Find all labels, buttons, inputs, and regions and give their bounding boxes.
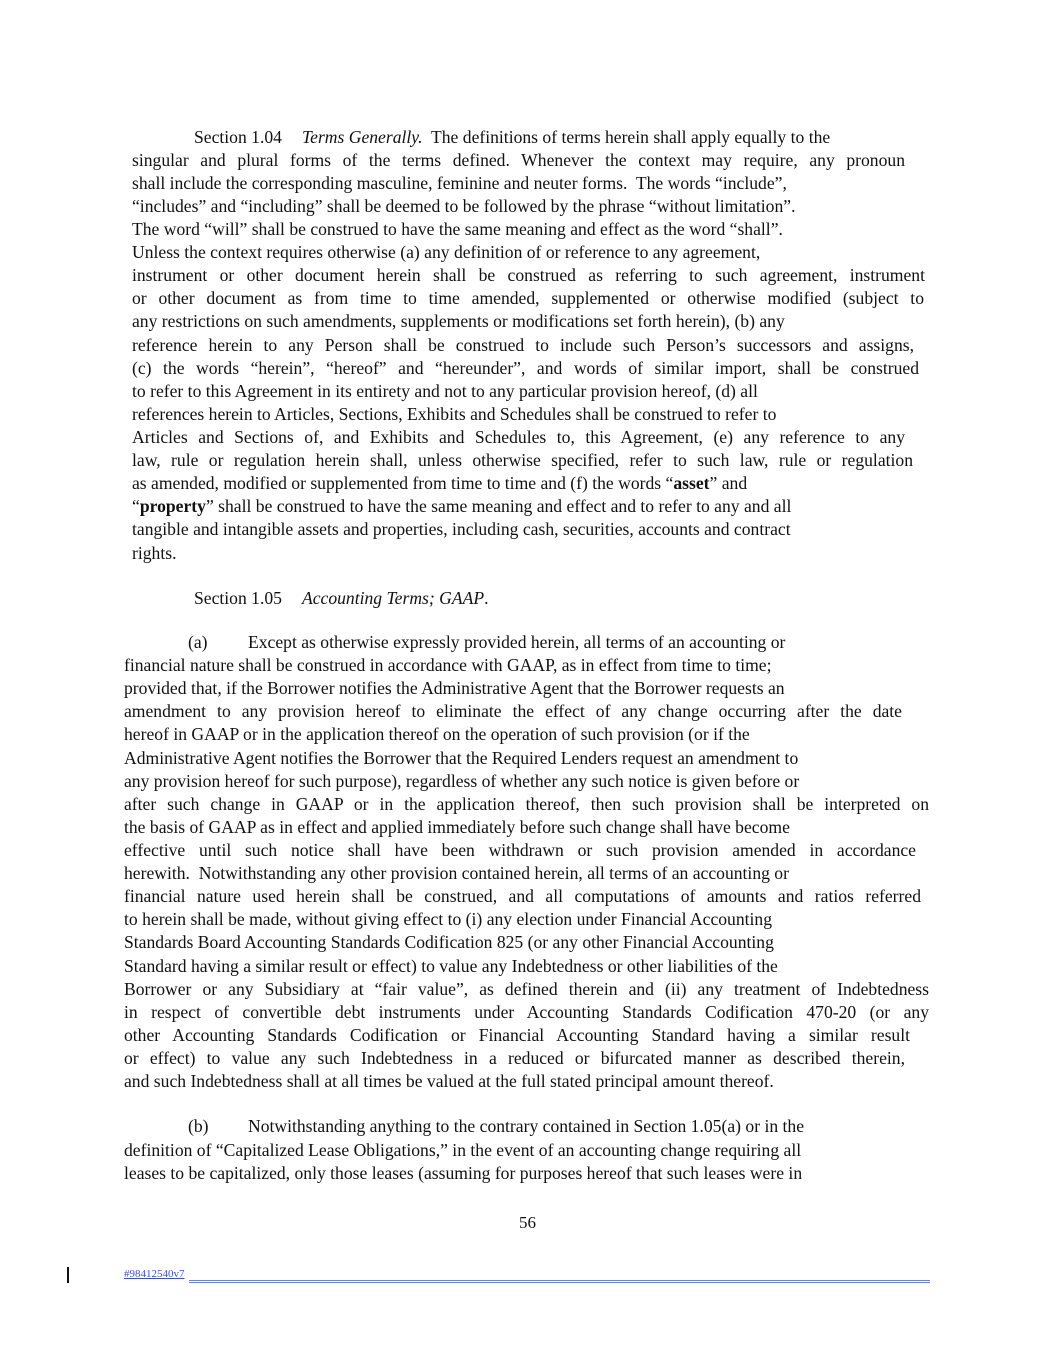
- paragraph-line: amendment to any provision hereof to eliminate the effect of any change occurring after the date: [124, 701, 902, 721]
- defined-term-asset: asset: [673, 473, 710, 493]
- paragraph-line: singular and plural forms of the terms defined. Whenever the context may require, any pronoun: [132, 150, 905, 170]
- paragraph-line: effective until such notice shall have been withdrawn or such provision amended in accordance: [124, 840, 916, 860]
- paragraph-line: to refer to this Agreement in its entirety and not to any particular provision hereof, (d) all: [132, 381, 758, 401]
- paragraph-line: instrument or other document herein shall be construed as referring to such agreement, instrument: [132, 265, 925, 285]
- paragraph-line: the basis of GAAP as in effect and applied immediately before such change shall have become: [124, 817, 790, 837]
- paragraph-line: to herein shall be made, without giving effect to (i) any election under Financial Accounting: [124, 909, 773, 929]
- paragraph-line: or other document as from time to time amended, supplemented or otherwise modified (subject to: [132, 288, 924, 308]
- paragraph-line: any restrictions on such amendments, supplements or modifications set forth herein), (b) any: [132, 311, 785, 331]
- paragraph-line: herewith. Notwithstanding any other provision contained herein, all terms of an accounting or: [124, 863, 789, 883]
- paragraph-line: Unless the context requires otherwise (a) any definition of or reference to any agreement,: [132, 242, 761, 262]
- section-title: Terms Generally.: [301, 127, 423, 147]
- section-1-04-heading-line: [194, 126, 830, 149]
- paragraph-line: leases to be capitalized, only those leases (assuming for purposes hereof that such leases were in: [124, 1163, 803, 1183]
- paragraph-line: any provision hereof for such purpose), regardless of whether any such notice is given before or: [124, 771, 800, 791]
- section-number: Section 1.04: [194, 127, 282, 147]
- change-bar: [67, 1267, 69, 1283]
- page-number: 56: [519, 1213, 536, 1232]
- paragraph-line: “includes” and “including” shall be deemed to be followed by the phrase “without limitation”.: [132, 196, 796, 216]
- paragraph-line: law, rule or regulation herein shall, unless otherwise specified, refer to such law, rule or regulation: [132, 450, 913, 470]
- paragraph-line: definition of “Capitalized Lease Obligations,” in the event of an accounting change requiring all: [124, 1140, 802, 1160]
- paragraph-line: as amended, modified or supplemented from time to time and (f) the words “asset” and: [132, 473, 748, 493]
- paragraph-line: Administrative Agent notifies the Borrower that the Required Lenders request an amendment to: [124, 748, 799, 768]
- paragraph-line: other Accounting Standards Codification or Financial Accounting Standard having a similar result: [124, 1025, 910, 1045]
- paragraph-line: The word “will” shall be construed to have the same meaning and effect as the word “shall”.: [132, 219, 783, 239]
- section-number: Section 1.05: [194, 588, 282, 608]
- paragraph-line: financial nature shall be construed in accordance with GAAP, as in effect from time to time;: [124, 655, 772, 675]
- footer-rule: [189, 1280, 930, 1283]
- paragraph-label: (a): [188, 632, 208, 652]
- paragraph-line: Standard having a similar result or effect) to value any Indebtedness or other liabilities of the: [124, 956, 778, 976]
- section-1-05-heading-line: Section 1.05 Accounting Terms; GAAP.: [194, 587, 488, 610]
- paragraph-line: hereof in GAAP or in the application thereof on the operation of such provision (or if the: [124, 724, 750, 744]
- defined-term-property: property: [139, 496, 206, 516]
- paragraph-line: Notwithstanding anything to the contrary contained in Section 1.05(a) or in the: [248, 1116, 805, 1136]
- paragraph-line: (c) the words “herein”, “hereof” and “hereunder”, and words of similar import, shall be construed: [132, 358, 919, 378]
- paragraph-label: (b): [188, 1116, 209, 1136]
- paragraph-line: “property” shall be construed to have the same meaning and effect and to refer to any and all: [132, 496, 792, 516]
- paragraph-line: or effect) to value any such Indebtedness in a reduced or bifurcated manner as described therein,: [124, 1048, 905, 1068]
- paragraph-line: Borrower or any Subsidiary at “fair value”, as defined therein and (ii) any treatment of Indebtedness: [124, 979, 929, 999]
- paragraph-line: provided that, if the Borrower notifies the Administrative Agent that the Borrower requests an: [124, 678, 785, 698]
- paragraph-line: Except as otherwise expressly provided herein, all terms of an accounting or: [248, 632, 786, 652]
- paragraph-line: financial nature used herein shall be construed, and all computations of amounts and ratios referred: [124, 886, 921, 906]
- paragraph-line: rights.: [132, 543, 177, 563]
- paragraph-line: in respect of convertible debt instruments under Accounting Standards Codification 470-20 (or any: [124, 1002, 929, 1022]
- paragraph-line: after such change in GAAP or in the application thereof, then such provision shall be interpreted on: [124, 794, 929, 814]
- paragraph-line: tangible and intangible assets and properties, including cash, securities, accounts and contract: [132, 519, 791, 539]
- document-id: #98412540v7: [124, 1268, 185, 1280]
- paragraph-line: references herein to Articles, Sections, Exhibits and Schedules shall be construed to refer to: [132, 404, 777, 424]
- paragraph-line: reference herein to any Person shall be construed to include such Person’s successors and assigns,: [132, 335, 914, 355]
- paragraph-line: Articles and Sections of, and Exhibits and Schedules to, this Agreement, (e) any reference to any: [132, 427, 905, 447]
- paragraph-line: shall include the corresponding masculine, feminine and neuter forms. The words “include”,: [132, 173, 787, 193]
- paragraph-line: and such Indebtedness shall at all times be valued at the full stated principal amount thereof.: [124, 1071, 774, 1091]
- section-title: Accounting Terms; GAAP: [301, 588, 485, 608]
- paragraph-line: Standards Board Accounting Standards Codification 825 (or any other Financial Accounting: [124, 932, 774, 952]
- paragraph-line: The definitions of terms herein shall apply equally to the: [431, 127, 831, 147]
